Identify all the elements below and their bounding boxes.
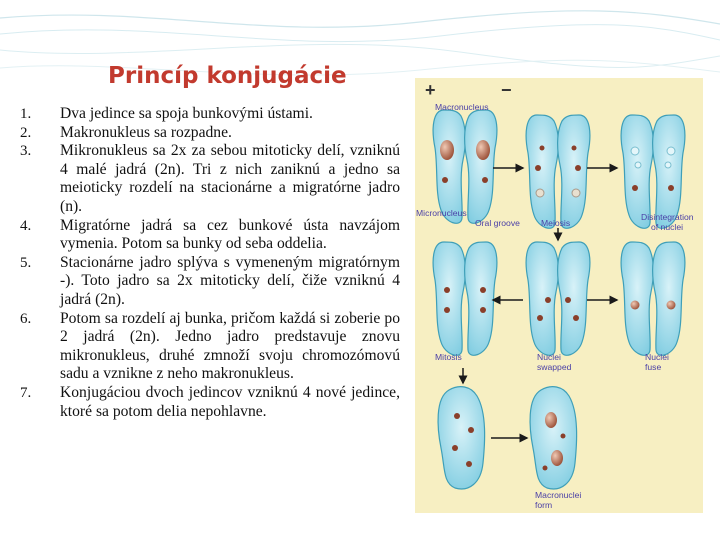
step-text: Makronukleus sa rozpadne. bbox=[60, 123, 232, 141]
step-text: Migratórne jadrá sa cez bunkové ústa navzájom vymenia. Potom sa bunky od seba oddelia. bbox=[60, 216, 400, 253]
label-nuclei-swapped: swapped bbox=[537, 362, 572, 372]
single-cell bbox=[438, 387, 485, 489]
label-macronuclei-form: Macronuclei bbox=[535, 490, 582, 500]
label-oral-groove: Oral groove bbox=[475, 218, 520, 228]
step-text: Konjugáciou dvoch jedincov vzniknú 4 nové jedince, ktoré sa potom delia nepohlavne. bbox=[60, 383, 400, 420]
step-number: 5. bbox=[20, 254, 32, 271]
step-number: 3. bbox=[20, 143, 32, 160]
step-number: 1. bbox=[20, 106, 32, 122]
cell-pair bbox=[621, 242, 685, 355]
step-number: 2. bbox=[20, 124, 32, 141]
conjugation-diagram bbox=[415, 78, 703, 513]
conjugation-figure bbox=[415, 78, 703, 513]
macronucleus-shape bbox=[476, 140, 490, 160]
cell-pair bbox=[433, 242, 497, 355]
step-number: 6. bbox=[20, 310, 32, 327]
cell-pair bbox=[526, 115, 590, 228]
label-nuclei-fuse: fuse bbox=[645, 362, 662, 372]
step-text: Mikronukleus sa 2x za sebou mitoticky delí, vzniknú 4 malé jadrá (2n). Tri z nich zaniknú a jedno sa meioticky rozdelí na stacionárne a migratórne jadro (n). bbox=[60, 142, 400, 215]
label-macronuclei-form: form bbox=[535, 500, 553, 510]
plus-sign: + bbox=[425, 80, 436, 100]
label-nuclei-fuse: Nuclei bbox=[645, 352, 669, 362]
page-title: Princíp konjugácie bbox=[108, 63, 347, 89]
step-text: Potom sa rozdelí aj bunka, pričom každá si zoberie po 2 jadrá (2n). Jedno jadro predstavuje znovu mikronukleus, druhé zmnoží svoju chromozómovú sadu a vznikne z neho makronukleus. bbox=[60, 309, 400, 383]
list-item bbox=[20, 217, 400, 254]
list-item bbox=[20, 124, 400, 143]
list-item bbox=[20, 105, 400, 124]
single-cell bbox=[530, 387, 577, 489]
macronucleus-shape bbox=[440, 140, 454, 160]
list-item bbox=[20, 310, 400, 384]
label-micronucleus: Micronucleus bbox=[416, 208, 467, 218]
label-macronucleus: Macronucleus bbox=[435, 102, 489, 112]
step-number: 7. bbox=[20, 384, 32, 401]
step-number: 4. bbox=[20, 217, 32, 234]
cell-pair bbox=[433, 110, 497, 223]
label-nuclei-swapped: Nuclei bbox=[537, 352, 561, 362]
list-item bbox=[20, 254, 400, 310]
label-disintegration: of nuclei bbox=[651, 222, 684, 232]
list-item bbox=[20, 142, 400, 216]
step-text: Stacionárne jadro splýva s vymeneným migratórnym -). Toto jadro sa 2x mitoticky delí, čiže vzniknú 4 jadrá (2n). bbox=[60, 253, 400, 308]
step-text: Dva jedince sa spoja bunkovými ústami. bbox=[60, 105, 313, 122]
label-mitosis: Mitosis bbox=[435, 352, 462, 362]
label-disintegration: Disintegration bbox=[641, 212, 694, 222]
list-item bbox=[20, 384, 400, 421]
steps-list bbox=[20, 105, 400, 421]
minus-sign: − bbox=[501, 80, 512, 100]
cell-pair bbox=[526, 242, 590, 355]
label-meiosis: Meiosis bbox=[541, 218, 571, 228]
